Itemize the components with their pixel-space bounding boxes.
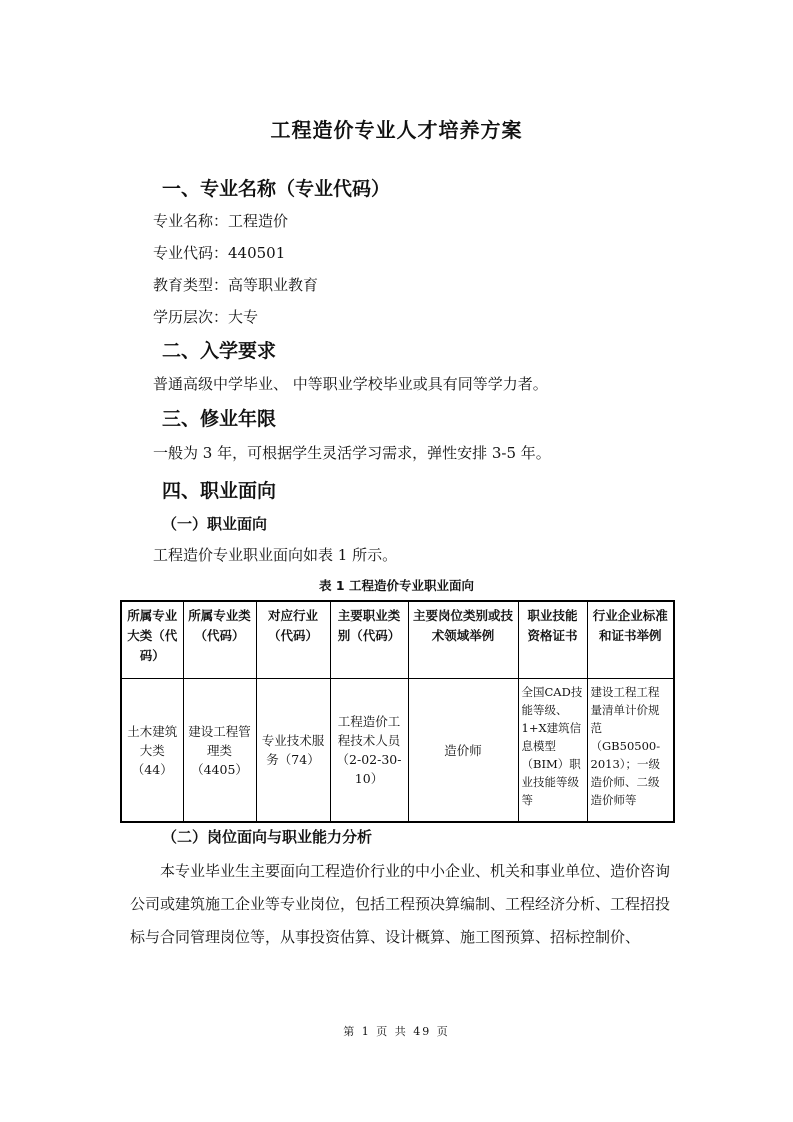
- education-type-line: 教育类型：高等职业教育: [153, 276, 319, 294]
- table-header-cell: 主要职业类别（代码）: [330, 601, 408, 679]
- section-heading-2: 二、入学要求: [162, 340, 277, 362]
- table-header-cell: 所属专业类（代码）: [183, 601, 256, 679]
- table-header-cell: 职业技能资格证书: [518, 601, 587, 679]
- career-orientation-table: [120, 600, 675, 823]
- program-code-line: 专业代码：440501: [153, 244, 286, 262]
- admission-text: 普通高级中学毕业、 中等职业学校毕业或具有同等学力者。: [153, 375, 548, 393]
- table-cell: 专业技术服务（74）: [256, 679, 330, 823]
- document-title: 工程造价专业人才培养方案: [270, 118, 523, 142]
- table-header-cell: 所属专业大类（代码）: [121, 601, 183, 679]
- program-name-line: 专业名称：工程造价: [153, 212, 289, 230]
- table-cell: 建设工程工程量清单计价规范（GB50500-2013）；一级造价师、二级造价师等: [587, 679, 674, 823]
- duration-text: 一般为 3 年，可根据学生灵活学习需求，弹性安排 3-5 年。: [153, 444, 551, 462]
- subsection-heading-2: （二）岗位面向与职业能力分析: [162, 828, 373, 846]
- table-header-cell: 对应行业（代码）: [256, 601, 330, 679]
- table-cell: 土木建筑大类（44）: [121, 679, 183, 823]
- section-heading-4: 四、职业面向: [162, 480, 277, 502]
- section-heading-3: 三、修业年限: [162, 408, 277, 430]
- table-header-cell: 行业企业标准和证书举例: [587, 601, 674, 679]
- page-footer: 第 1 页 共 49 页: [343, 1025, 450, 1038]
- table-cell: 建设工程管理类（4405）: [183, 679, 256, 823]
- table-header-row: [121, 601, 674, 679]
- table-row: [121, 679, 674, 823]
- subsection-heading-1: （一）职业面向: [162, 515, 268, 533]
- section-heading-1: 一、专业名称（专业代码）: [162, 178, 391, 200]
- table-cell: 工程造价工程技术人员（2-02-30-10）: [330, 679, 408, 823]
- table-intro-text: 工程造价专业职业面向如表 1 所示。: [153, 546, 398, 564]
- body-paragraph: 本专业毕业生主要面向工程造价行业的中小企业、机关和事业单位、造价咨询公司或建筑施工企业等专业岗位，包括工程预决算编制、工程经济分析、工程招投标与合同管理岗位等，从事投资估算、设计概算、施工图预算、招标控制价、: [130, 862, 671, 946]
- table-header-cell: 主要岗位类别或技术领域举例: [408, 601, 518, 679]
- table-cell: 全国CAD技能等级、1+X建筑信息模型（BIM）职业技能等级等: [518, 679, 587, 823]
- table-caption: 表 1 工程造价专业职业面向: [319, 578, 474, 593]
- table-cell: 造价师: [408, 679, 518, 823]
- education-level-line: 学历层次：大专: [153, 308, 259, 326]
